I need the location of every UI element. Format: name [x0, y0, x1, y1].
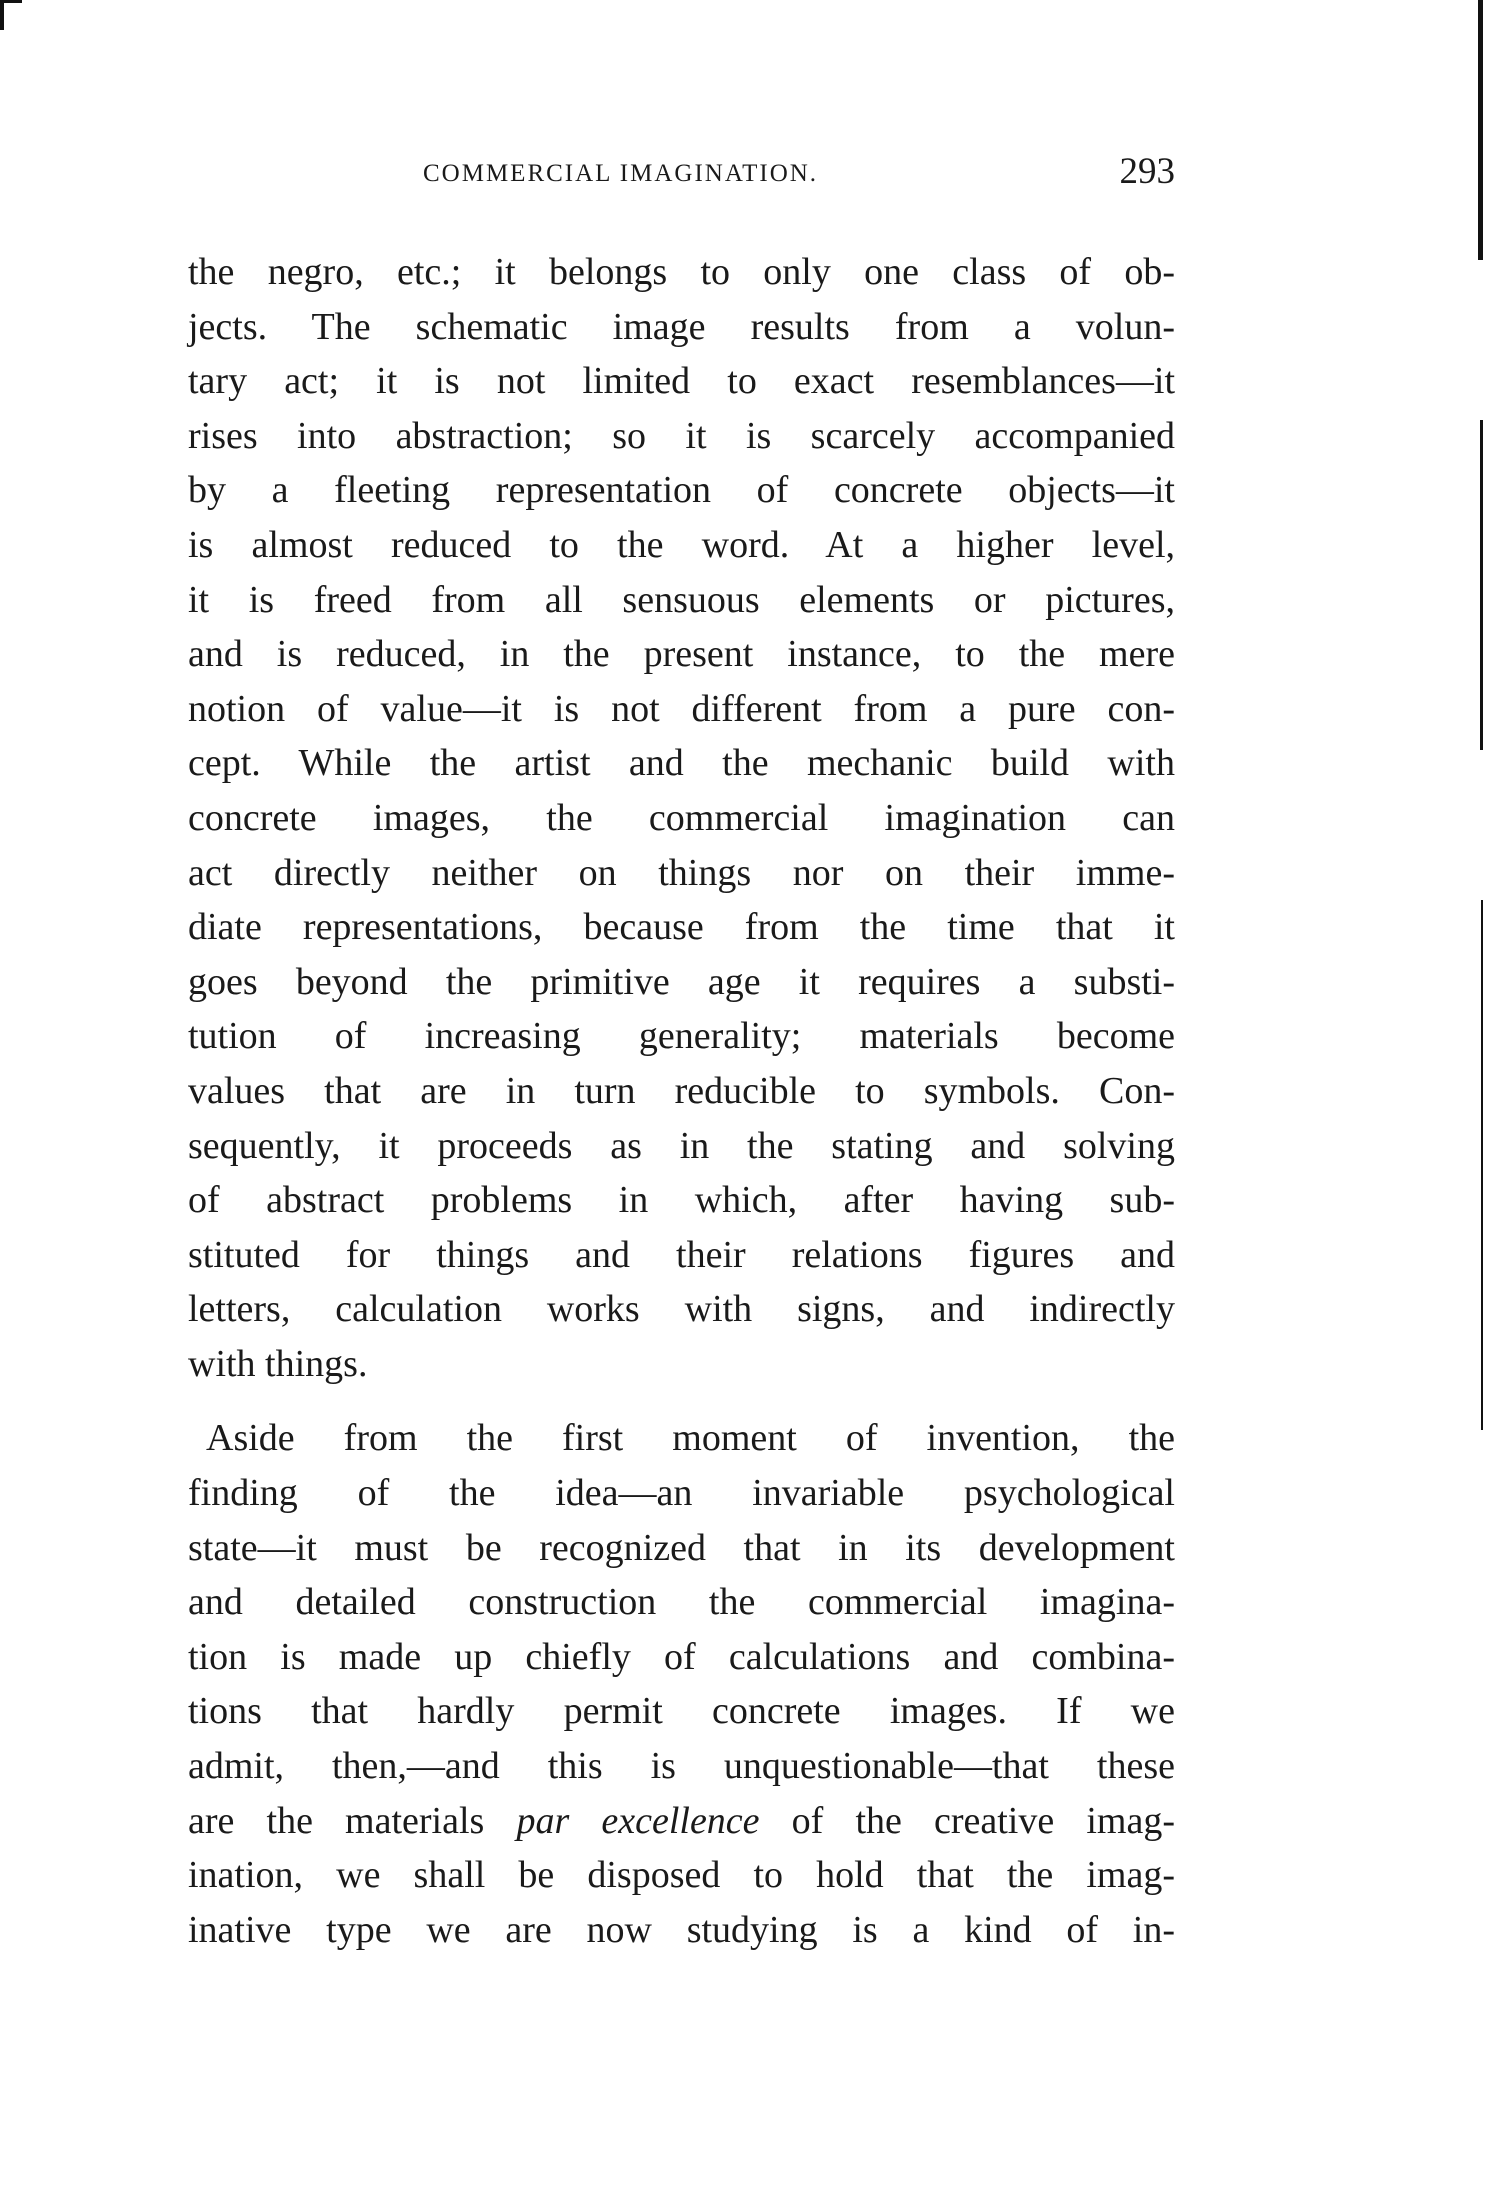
- text-line: tution of increasing generality; materials become: [188, 1015, 1175, 1058]
- text-line: notion of value—it is not different from a pure con-: [188, 687, 1175, 730]
- text-line: finding of the idea—an invariable psychological: [188, 1472, 1175, 1515]
- text-line: inative type we are now studying is a kind of in-: [188, 1908, 1175, 1951]
- text-line: tion is made up chiefly of calculations and combina-: [188, 1635, 1175, 1678]
- text-line: goes beyond the primitive age it requires a substi-: [188, 960, 1175, 1003]
- scan-edge-mark: [1480, 420, 1483, 750]
- text-line: of abstract problems in which, after having sub-: [188, 1179, 1175, 1222]
- page-body: [188, 245, 1175, 1957]
- text-line: is almost reduced to the word. At a higher level,: [188, 523, 1175, 566]
- text-line: stituted for things and their relations figures and: [188, 1233, 1175, 1276]
- text-line: tary act; it is not limited to exact resemblances—it: [188, 360, 1175, 403]
- paragraph: [188, 245, 1175, 1391]
- scan-corner-mark: [0, 0, 22, 3]
- text-line: letters, calculation works with signs, and indirectly: [188, 1288, 1175, 1331]
- text-line: jects. The schematic image results from a volun-: [188, 305, 1175, 348]
- text-line: by a fleeting representation of concrete objects—it: [188, 469, 1175, 512]
- paragraph: [188, 1411, 1175, 1957]
- text-line: and detailed construction the commercial imagina-: [188, 1581, 1175, 1624]
- text-line: the negro, etc.; it belongs to only one class of ob-: [188, 251, 1175, 293]
- text-line: state—it must be recognized that in its development: [188, 1526, 1175, 1569]
- text-line: diate representations, because from the time that it: [188, 906, 1175, 949]
- text-segment: of the creative imag-: [759, 1799, 1175, 1842]
- text-line: concrete images, the commercial imagination can: [188, 796, 1175, 839]
- text-line: rises into abstraction; so it is scarcely accompanied: [188, 414, 1175, 457]
- italic-phrase: par excellence: [516, 1799, 760, 1842]
- text-line: [188, 1794, 1175, 1849]
- text-line: cept. While the artist and the mechanic build with: [188, 742, 1175, 785]
- text-line: it is freed from all sensuous elements or pictures,: [188, 578, 1175, 621]
- page-number: 293: [1119, 151, 1175, 192]
- text-line: sequently, it proceeds as in the stating and solving: [188, 1124, 1175, 1167]
- running-title: COMMERCIAL IMAGINATION.: [423, 160, 819, 187]
- text-line: Aside from the first moment of invention, the: [206, 1417, 1175, 1460]
- scan-edge-mark: [1481, 900, 1483, 1430]
- text-line: with things.: [188, 1342, 368, 1385]
- page-header: [188, 150, 1175, 200]
- text-line: act directly neither on things nor on their imme-: [188, 851, 1175, 894]
- text-segment: are the materials: [188, 1799, 517, 1842]
- text-line: and is reduced, in the present instance, to the mere: [188, 633, 1175, 676]
- text-line: values that are in turn reducible to symbols. Con-: [188, 1069, 1175, 1112]
- scan-corner-mark: [0, 0, 4, 30]
- text-line: ination, we shall be disposed to hold that the imag-: [188, 1854, 1175, 1897]
- scan-edge-mark: [1478, 0, 1483, 260]
- text-line: tions that hardly permit concrete images. If we: [188, 1690, 1175, 1733]
- text-line: admit, then,—and this is unquestionable—that these: [188, 1745, 1175, 1788]
